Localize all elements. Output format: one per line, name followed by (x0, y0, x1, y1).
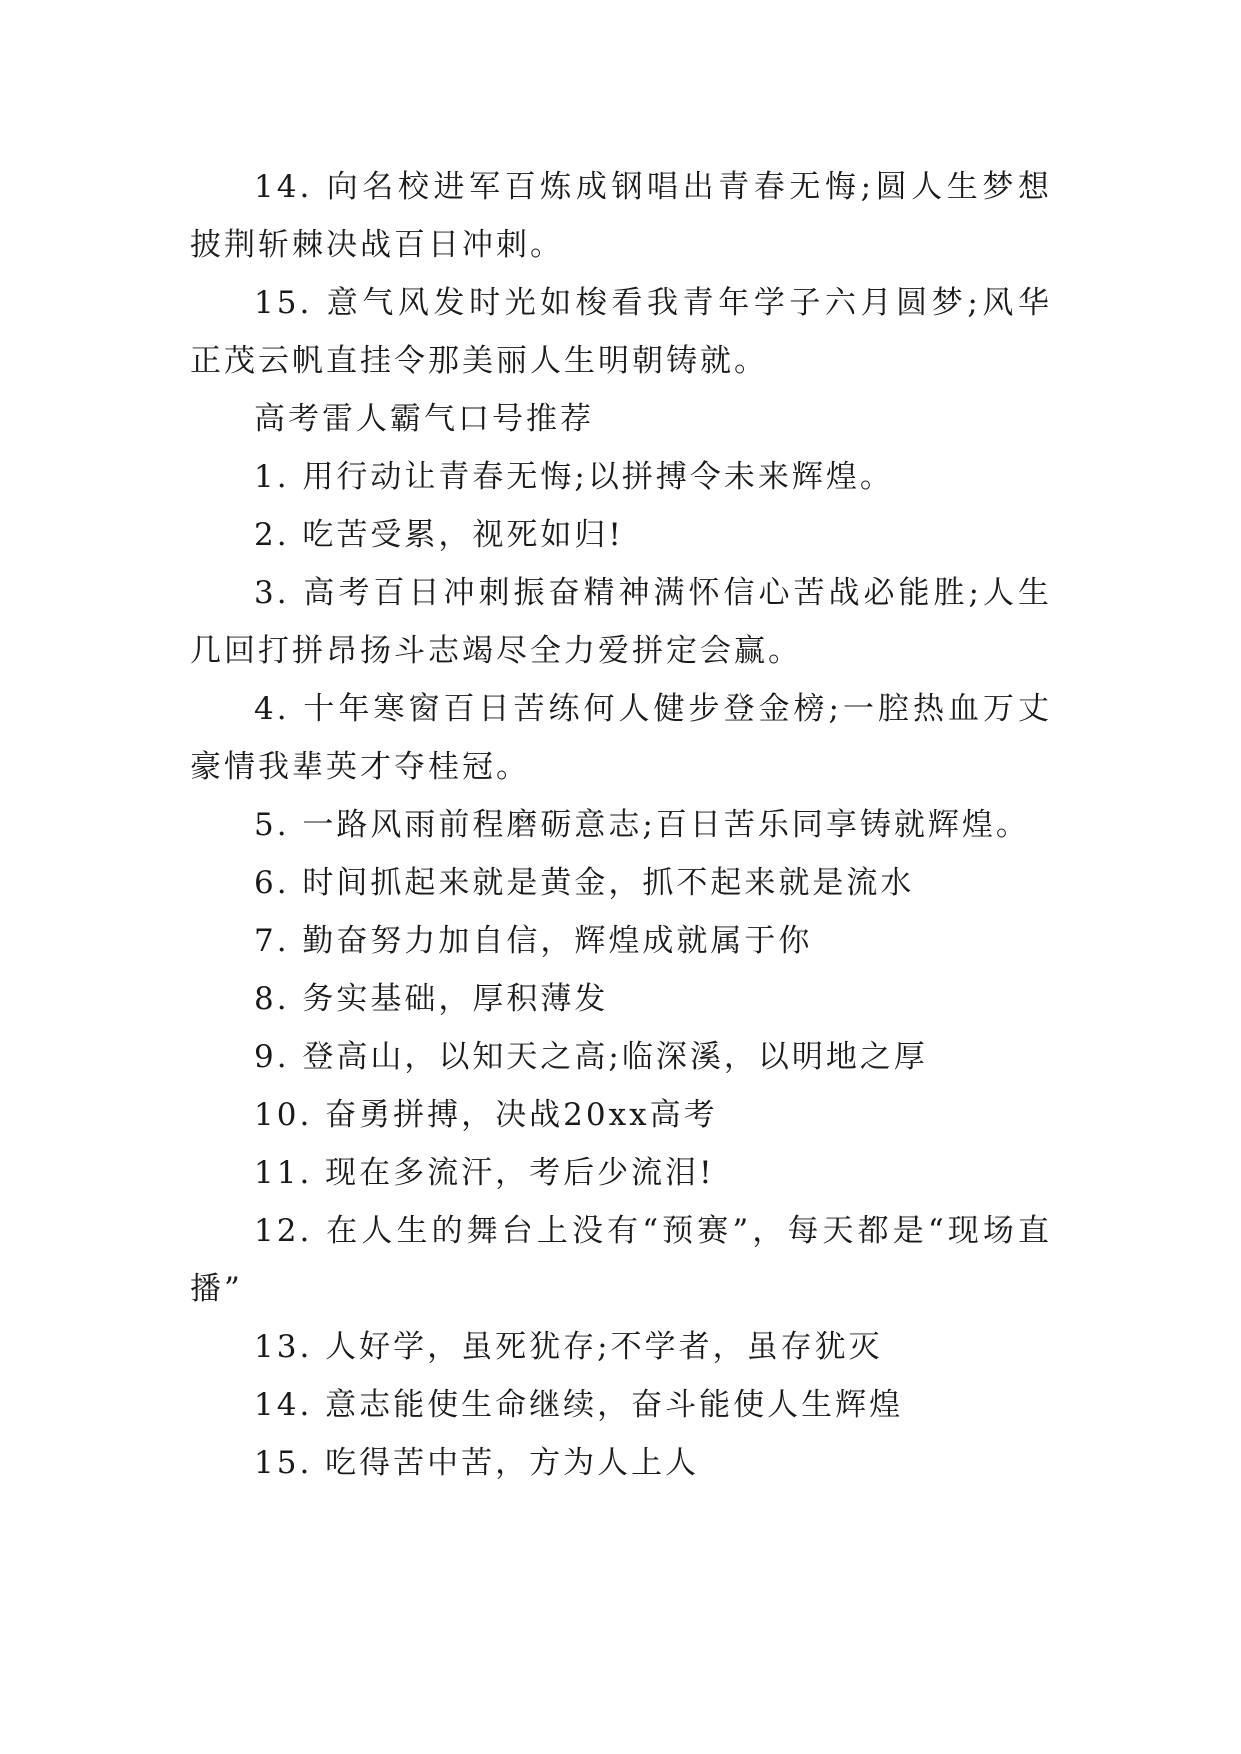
slogan-item-2: 2. 吃苦受累，视死如归! (254, 517, 624, 553)
slogan-item-13: 13. 人好学，虽死犹存;不学者，虽存犹灭 (254, 1329, 883, 1365)
slogan-item-5: 5. 一路风雨前程磨砺意志;百日苦乐同享铸就辉煌。 (254, 807, 1030, 843)
section-heading: 高考雷人霸气口号推荐 (254, 401, 594, 437)
slogan-item-12: 12. 在人生的舞台上没有“预赛”，每天都是“现场直播” (190, 1213, 1052, 1307)
slogan-item-3: 3. 高考百日冲刺振奋精神满怀信心苦战必能胜;人生几回打拼昂扬斗志竭尽全力爱拼定会赢。 (190, 575, 1052, 669)
slogan-item-4: 4. 十年寒窗百日苦练何人健步登金榜;一腔热血万丈豪情我辈英才夺桂冠。 (190, 691, 1052, 785)
paragraph-item-14: 14. 向名校进军百炼成钢唱出青春无悔;圆人生梦想披荆斩棘决战百日冲刺。 (190, 169, 1052, 263)
document-body (190, 158, 1052, 1492)
slogan-item-11: 11. 现在多流汗，考后少流泪! (254, 1155, 715, 1191)
slogan-item-10: 10. 奋勇拼搏，决战20xx高考 (254, 1097, 718, 1133)
slogan-item-6: 6. 时间抓起来就是黄金，抓不起来就是流水 (254, 865, 915, 901)
slogan-item-7: 7. 勤奋努力加自信，辉煌成就属于你 (254, 923, 813, 959)
slogan-item-1: 1. 用行动让青春无悔;以拼搏令未来辉煌。 (254, 459, 894, 495)
slogan-item-14: 14. 意志能使生命继续，奋斗能使人生辉煌 (254, 1387, 904, 1423)
slogan-item-8: 8. 务实基础，厚积薄发 (254, 981, 609, 1017)
slogan-item-9: 9. 登高山，以知天之高;临深溪，以明地之厚 (254, 1039, 928, 1075)
paragraph-item-15: 15. 意气风发时光如梭看我青年学子六月圆梦;风华正茂云帆直挂令那美丽人生明朝铸就。 (190, 285, 1052, 379)
slogan-item-15: 15. 吃得苦中苦，方为人上人 (254, 1445, 700, 1481)
